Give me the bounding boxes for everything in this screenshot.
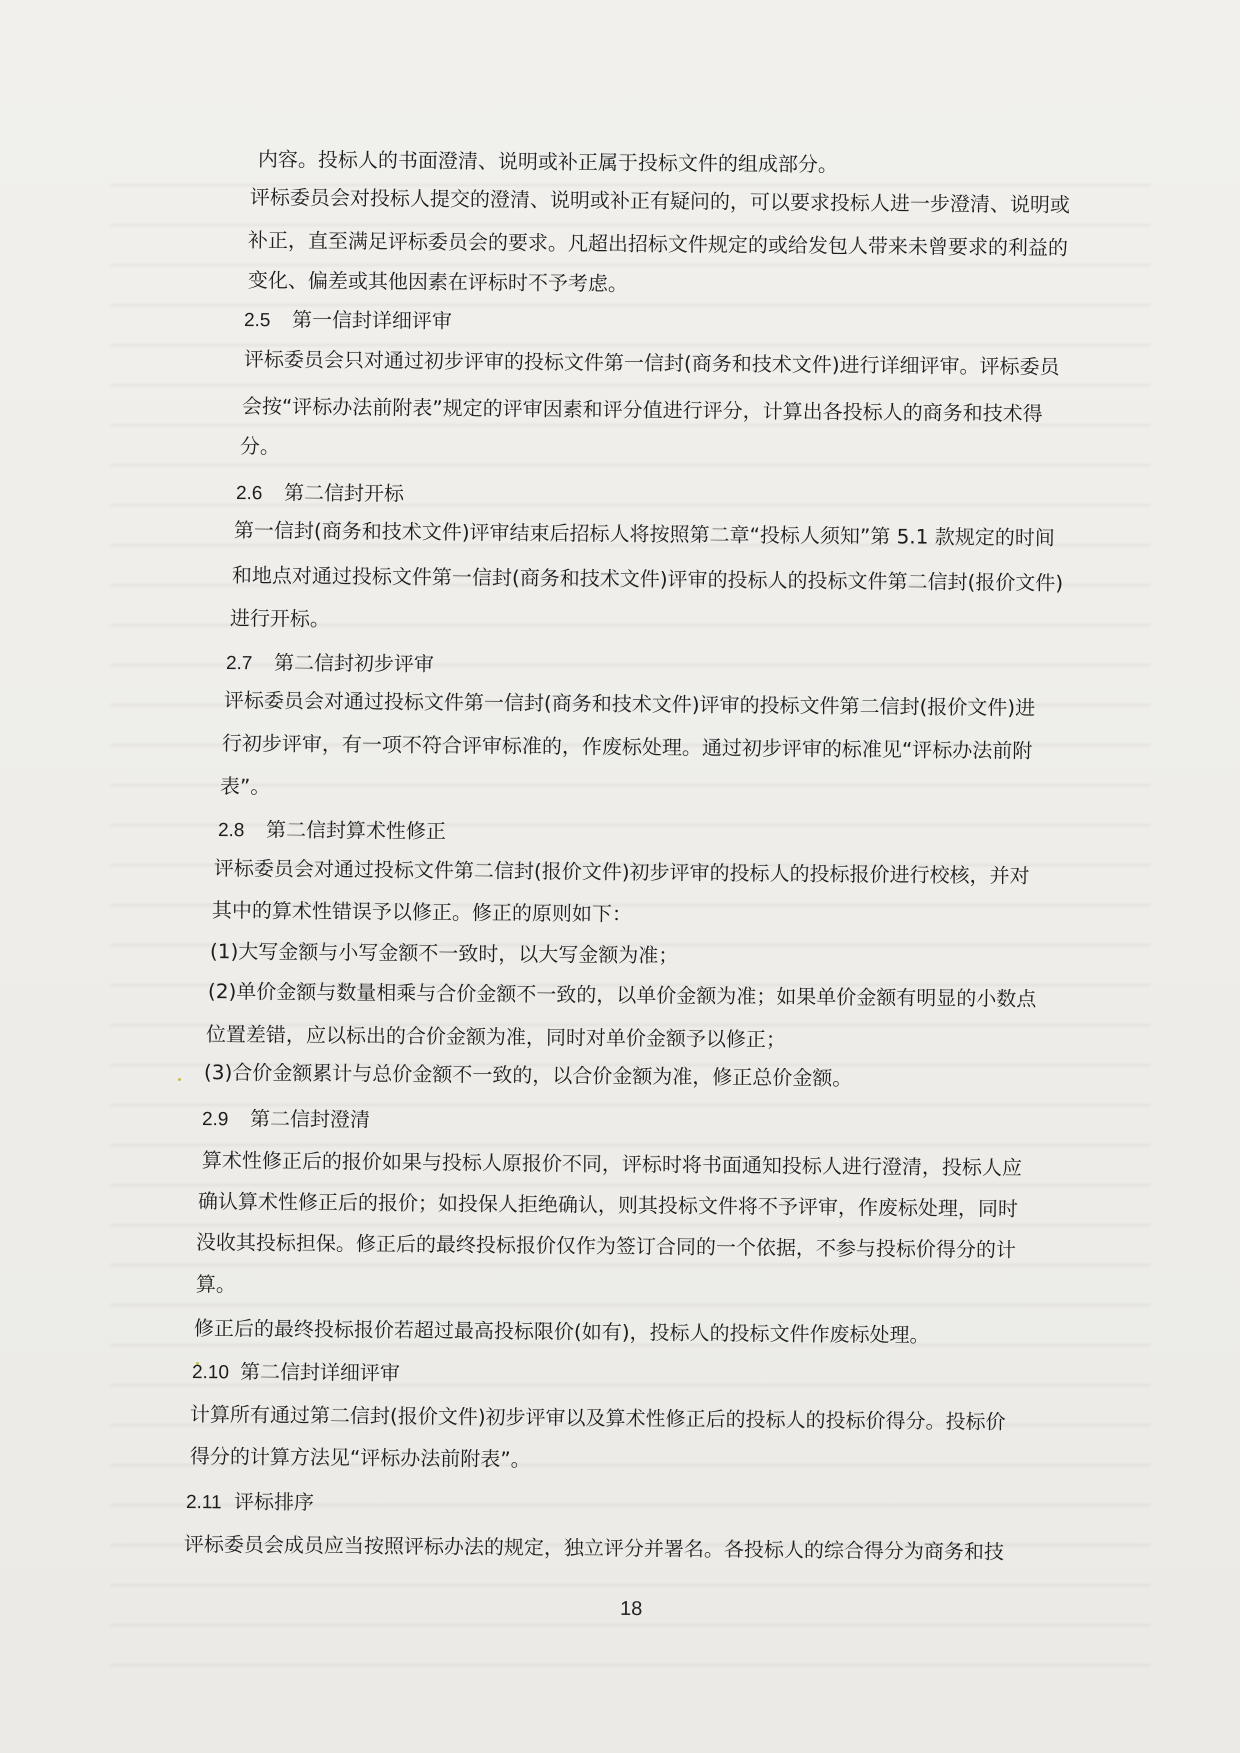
paragraph-line: 评标委员会对通过投标文件第二信封(报价文件)初步评审的投标人的投标报价进行校核，并对 <box>213 856 1030 888</box>
section-number: 2.11 <box>185 1492 222 1514</box>
section-number: 2.7 <box>225 653 253 675</box>
paragraph-line: 算术性修正后的报价如果与投标人原报价不同，评标时将书面通知投标人进行澄清，投标人应 <box>201 1148 1023 1180</box>
page-number: 18 <box>619 1597 643 1621</box>
paragraph-line: (2)单价金额与数量相乘与合价金额不一致的，以单价金额为准；如果单价金额有明显的小数点 <box>207 979 1037 1011</box>
paragraph-line: 表”。 <box>219 774 271 799</box>
paragraph-line: 进行开标。 <box>229 606 331 631</box>
paragraph-line: 第一信封(商务和技术文件)评审结束后招标人将按照第二章“投标人须知”第 5.1 款规定的时间 <box>233 518 1055 550</box>
section-number: 2.8 <box>217 820 245 842</box>
section-number: 2.10 <box>191 1362 230 1384</box>
section-title: 第二信封算术性修正 <box>265 817 447 844</box>
paragraph-line: 行初步评审，有一项不符合评审标准的，作废标处理。通过初步评审的标准见“评标办法前附 <box>221 731 1033 763</box>
paragraph-line: 和地点对通过投标文件第一信封(商务和技术文件)评审的投标人的投标文件第二信封(报价文件) <box>231 563 1064 595</box>
section-heading <box>236 478 404 510</box>
section-title: 评标排序 <box>233 1489 315 1515</box>
section-heading <box>226 648 434 680</box>
paragraph-line: 其中的算术性错误予以修正。修正的原则如下： <box>211 898 633 927</box>
paragraph-line: (3)合价金额累计与总价金额不一致的，以合价金额为准，修正总价金额。 <box>203 1060 853 1091</box>
paragraph-line: 算。 <box>195 1272 237 1297</box>
paragraph-line: 修正后的最终投标报价若超过最高投标限价(如有)，投标人的投标文件作废标处理。 <box>193 1316 930 1348</box>
section-heading <box>218 815 446 847</box>
paragraph-line: 补正，直至满足评标委员会的要求。凡超出招标文件规定的或给发包人带来未曾要求的利益的 <box>247 228 1069 260</box>
paragraph-line: 评标委员会对投标人提交的澄清、说明或补正有疑问的，可以要求投标人进一步澄清、说明或 <box>249 185 1071 217</box>
paragraph-line: 评标委员会对通过投标文件第一信封(商务和技术文件)评审的投标文件第二信封(报价文件)进 <box>223 688 1036 720</box>
paragraph-line: 评标委员会只对通过初步评审的投标文件第一信封(商务和技术文件)进行详细评审。评标委员 <box>243 347 1060 379</box>
section-heading <box>202 1104 370 1136</box>
section-title: 第二信封详细评审 <box>239 1359 401 1385</box>
section-title: 第二信封初步评审 <box>273 650 435 676</box>
paragraph-line: 得分的计算方法见“评标办法前附表”。 <box>189 1444 531 1472</box>
section-title: 第一信封详细评审 <box>291 307 453 333</box>
paragraph-line: 计算所有通过第二信封(报价文件)初步评审以及算术性修正后的投标人的投标价得分。投标价 <box>189 1402 1006 1434</box>
paragraph-line: 会按“评标办法前附表”规定的评审因素和评分值进行评分，计算出各投标人的商务和技术得 <box>241 394 1043 426</box>
paragraph-line: 位置差错，应以标出的合价金额为准，同时对单价金额予以修正； <box>205 1022 787 1052</box>
paragraph-line: 内容。投标人的书面澄清、说明或补正属于投标文件的组成部分。 <box>257 147 839 177</box>
paragraph-line: 变化、偏差或其他因素在评标时不予考虑。 <box>247 268 629 296</box>
section-heading <box>186 1487 314 1518</box>
section-number: 2.6 <box>235 483 263 505</box>
section-number: 2.9 <box>201 1109 229 1131</box>
paragraph-line: 评标委员会成员应当按照评标办法的规定，独立评分并署名。各投标人的综合得分为商务和技 <box>183 1532 1005 1564</box>
section-heading <box>244 305 452 337</box>
paragraph-line: 确认算术性修正后的报价；如投保人拒绝确认，则其投标文件将不予评审，作废标处理，同时 <box>197 1189 1019 1221</box>
section-title: 第二信封开标 <box>283 480 405 506</box>
paragraph-line: 分。 <box>239 434 281 459</box>
paragraph-line: 没收其投标担保。修正后的最终投标报价仅作为签订合同的一个依据，不参与投标价得分的计 <box>195 1230 1017 1262</box>
section-number: 2.5 <box>243 310 271 332</box>
section-title: 第二信封澄清 <box>249 1106 371 1132</box>
paragraph-line: (1)大写金额与小写金额不一致时，以大写金额为准； <box>209 939 679 968</box>
section-heading <box>192 1357 400 1389</box>
